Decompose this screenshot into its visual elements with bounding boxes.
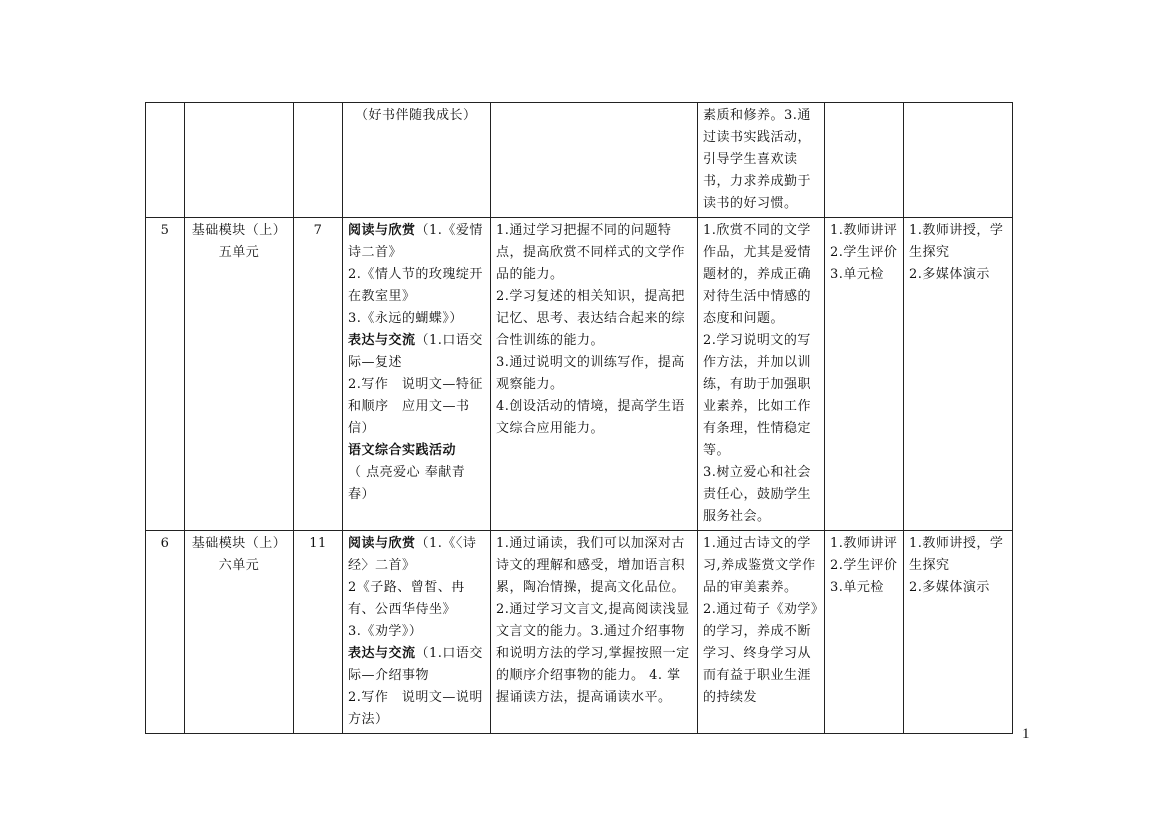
- cell-goals: [491, 218, 698, 531]
- quality-item: 1.通过古诗文的学习,养成鉴赏文学作品的审美素养。: [703, 536, 816, 595]
- cell-evaluation: [825, 218, 904, 531]
- method-item: 1.教师讲授，学生探究: [909, 536, 1004, 573]
- method-item: 1.教师讲授，学生探究: [909, 223, 1004, 260]
- cell-no: 5: [146, 218, 185, 531]
- content-text: 2《子路、曾皙、冉有、公西华侍坐》: [348, 580, 465, 617]
- cell-module: [185, 103, 294, 218]
- cell-module: [185, 218, 294, 531]
- content-heading: 语文综合实践活动: [348, 443, 457, 458]
- module-unit: 六单元: [218, 558, 260, 573]
- cell-methods: [904, 103, 1013, 218]
- cell-methods: [904, 531, 1013, 734]
- table-row: [146, 218, 1013, 531]
- goal-item: 3.通过说明文的训练写作，提高观察能力。: [496, 355, 685, 392]
- curriculum-table: [145, 102, 1013, 734]
- content-text: 3.《永远的蝴蝶》）: [348, 311, 463, 326]
- evaluation-item: 3.单元检: [830, 580, 884, 595]
- cell-evaluation: [825, 531, 904, 734]
- cell-goals: [491, 103, 698, 218]
- content-text: （好书伴随我成长）: [355, 108, 477, 123]
- content-heading: 表达与交流: [348, 646, 416, 661]
- cell-quality: [698, 103, 825, 218]
- cell-hours: [294, 103, 343, 218]
- content-text: 2.《情人节的玫瑰绽开在教室里》: [348, 267, 483, 304]
- quality-text: 素质和修养。3.通过读书实践活动，引导学生喜欢读书，力求养成勤于读书的好习惯。: [703, 108, 812, 211]
- evaluation-item: 2.学生评价: [830, 245, 898, 260]
- module-unit: 五单元: [218, 245, 260, 260]
- module-name: 基础模块（上）: [191, 536, 287, 551]
- quality-item: 1.欣赏不同的文学作品，尤其是爱情题材的，养成正确对待生活中情感的态度和问题。: [703, 223, 812, 326]
- content-heading: 阅读与欣赏: [348, 536, 416, 551]
- content-text: （1.口语交际—介绍事物: [348, 646, 483, 683]
- quality-item: 2.学习说明文的写作方法，并加以训练，有助于加强职业素养，比如工作有条理，性情稳定等。: [703, 333, 812, 458]
- cell-goals: [491, 531, 698, 734]
- cell-no: 6: [146, 531, 185, 734]
- goal-item: 2.学习复述的相关知识，提高把记忆、思考、表达结合起来的综合性训练的能力。: [496, 289, 686, 348]
- cell-hours: 7: [294, 218, 343, 531]
- evaluation-item: 1.教师讲评: [830, 223, 898, 238]
- page-number: 1: [1022, 726, 1030, 742]
- evaluation-item: 2.学生评价: [830, 558, 898, 573]
- cell-content: [343, 218, 491, 531]
- goal-item: 1.通过诵读，我们可以加深对古诗文的理解和感受，增加语言积累，陶冶情操，提高文化品位。2.通过学习文言文,提高阅读浅显文言文的能力。3.通过介绍事物和说明方法的学习,掌握按照一定的顺序介绍事物的能力。 4. 掌握诵读方法，提高诵读水平。: [496, 536, 690, 705]
- quality-item: 3.树立爱心和社会责任心，鼓励学生服务社会。: [703, 465, 812, 524]
- content-text: （1.《〈诗经〉二首》: [348, 536, 477, 573]
- cell-content: [343, 103, 491, 218]
- cell-quality: [698, 531, 825, 734]
- cell-methods: [904, 218, 1013, 531]
- evaluation-item: 1.教师讲评: [830, 536, 898, 551]
- method-item: 2.多媒体演示: [909, 580, 990, 595]
- cell-quality: [698, 218, 825, 531]
- table-row: [146, 531, 1013, 734]
- cell-no: [146, 103, 185, 218]
- quality-item: 2.通过荀子《劝学》的学习，养成不断学习、终身学习从而有益于职业生涯的持续发: [703, 602, 818, 705]
- cell-content: [343, 531, 491, 734]
- module-name: 基础模块（上）: [191, 223, 287, 238]
- goal-item: 1.通过学习把握不同的问题特点，提高欣赏不同样式的文学作品的能力。: [496, 223, 686, 282]
- cell-hours: 11: [294, 531, 343, 734]
- table-row: [146, 103, 1013, 218]
- method-item: 2.多媒体演示: [909, 267, 990, 282]
- goal-item: 4.创设活动的情境，提高学生语文综合应用能力。: [496, 399, 685, 436]
- cell-evaluation: [825, 103, 904, 218]
- content-text: （1.《爱情诗二首》: [348, 223, 483, 260]
- content-text: 2.写作 说明文—说明方法）: [348, 690, 483, 727]
- evaluation-item: 3.单元检: [830, 267, 884, 282]
- content-heading: 表达与交流: [348, 333, 416, 348]
- content-text: 3.《劝学》）: [348, 624, 423, 639]
- content-text: 2.写作 说明文—特征和顺序 应用文—书信）: [348, 377, 483, 436]
- content-text: （ 点亮爱心 奉献青春）: [348, 465, 466, 502]
- content-heading: 阅读与欣赏: [348, 223, 416, 238]
- content-text: （1.口语交际—复述: [348, 333, 483, 370]
- cell-module: [185, 531, 294, 734]
